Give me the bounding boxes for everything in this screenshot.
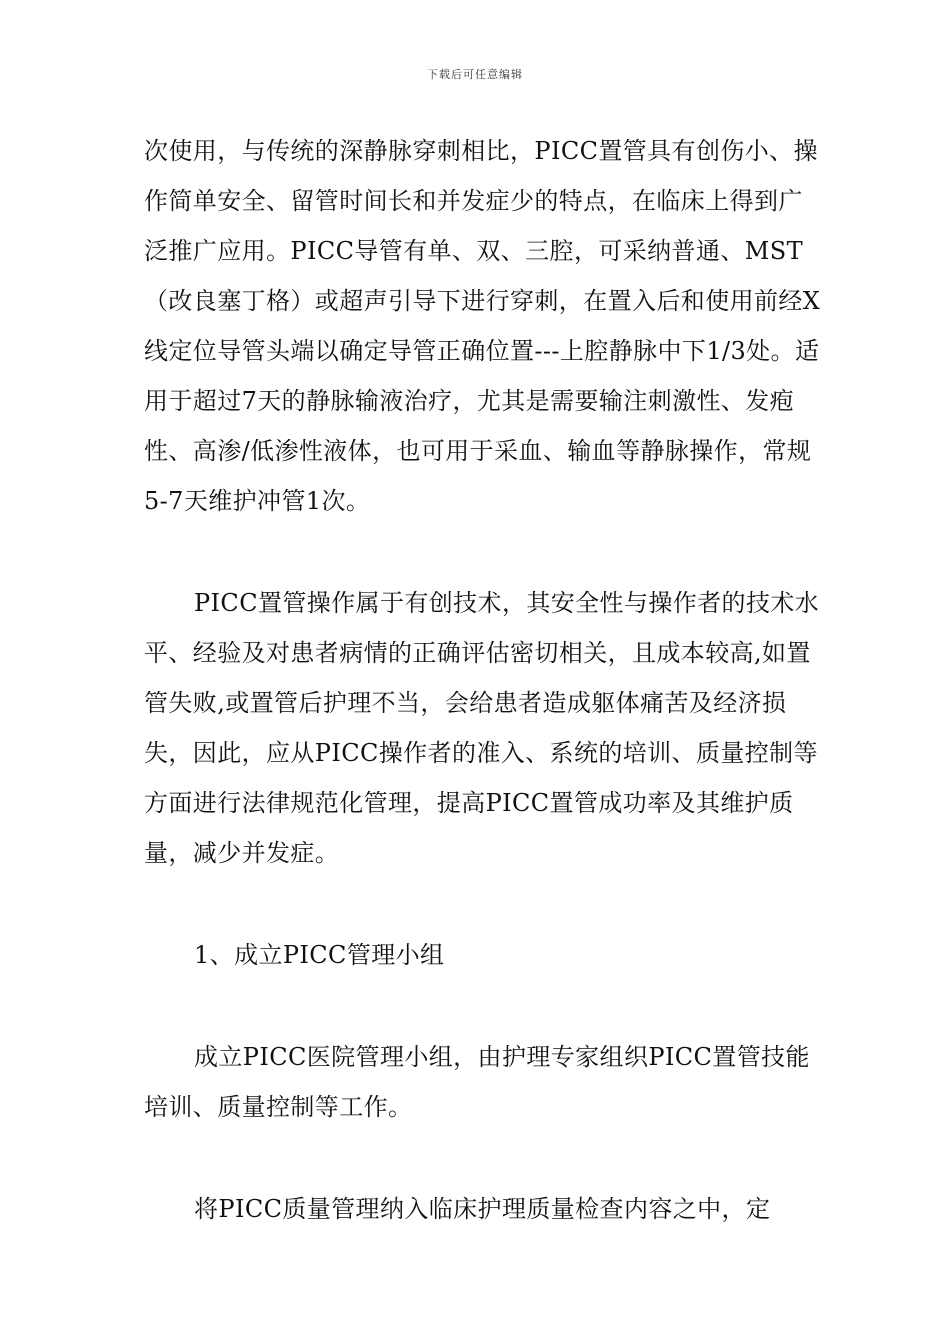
paragraph-2: PICC置管操作属于有创技术，其安全性与操作者的技术水平、经验及对患者病情的正确评估密切相关，且成本较高,如置管失败,或置管后护理不当，会给患者造成躯体痛苦及经济损失，因此，应从PICC操作者的准入、系统的培训、质量控制等方面进行法律规范化管理，提高PICC置管成功率及其维护质量，减少并发症。 <box>144 589 820 867</box>
paragraph-spacer <box>144 878 824 930</box>
paragraph-1: 次使用，与传统的深静脉穿刺相比，PICC置管具有创伤小、操作简单安全、留管时间长和并发症少的特点，在临床上得到广泛推广应用。PICC导管有单、双、三腔，可采纳普通、MST（改良塞丁格）或超声引导下进行穿刺，在置入后和使用前经X线定位导管头端以确定导管正确位置---上腔静脉中下1/3处。适用于超过7天的静脉输液治疗，尤其是需要输注刺激性、发疱性、高渗/低渗性液体，也可用于采血、输血等静脉操作，常规5-7天维护冲管1次。 <box>144 137 821 515</box>
paragraph-spacer <box>144 980 824 1032</box>
section-heading: 1、成立PICC管理小组 <box>194 941 445 969</box>
header-note: 下载后可任意编辑 <box>427 68 523 81</box>
paragraph-spacer <box>144 526 824 578</box>
paragraph-4: 将PICC质量管理纳入临床护理质量检查内容之中，定 <box>194 1195 771 1223</box>
document-body <box>144 126 824 1234</box>
paragraph-spacer <box>144 1132 824 1184</box>
paragraph-3: 成立PICC医院管理小组，由护理专家组织PICC置管技能培训、质量控制等工作。 <box>144 1043 810 1121</box>
